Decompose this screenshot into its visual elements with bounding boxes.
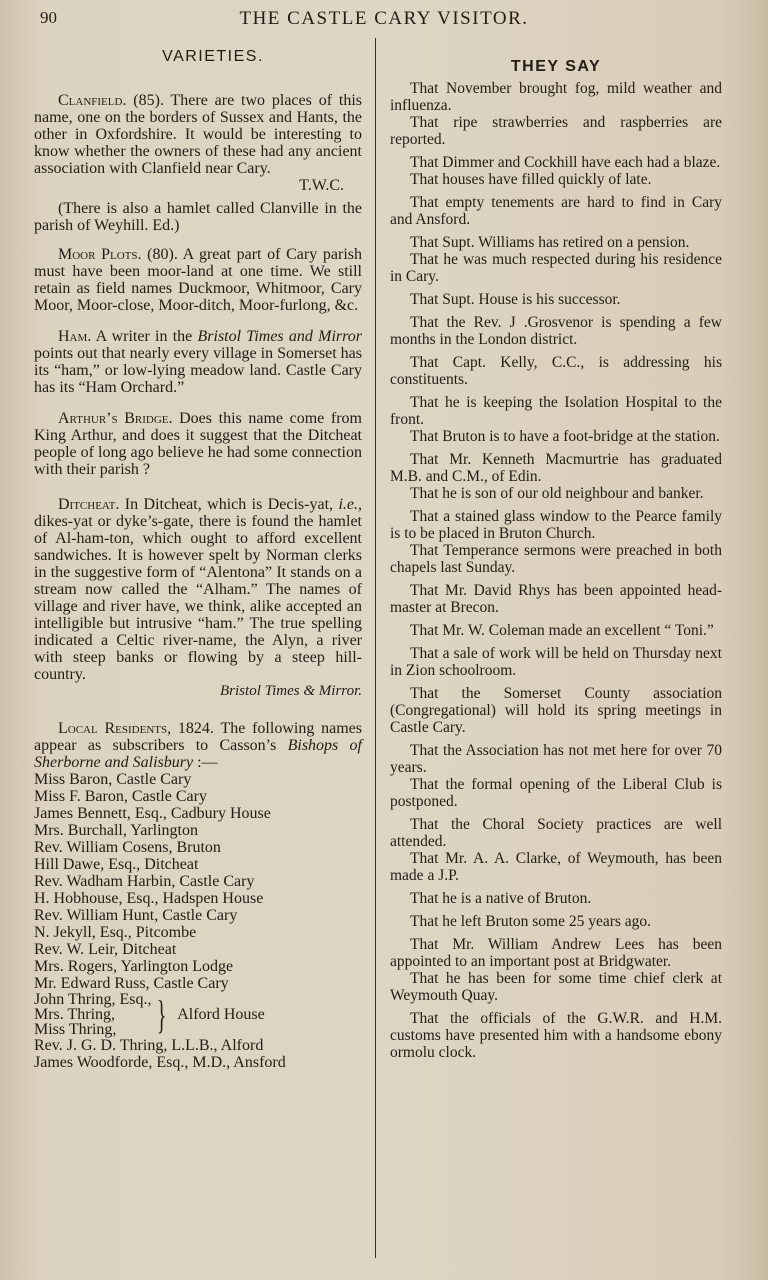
resident-name: Miss Thring, (34, 1021, 117, 1038)
resident-name: James Bennett, Esq., Cadbury House (34, 805, 271, 822)
residents-list-continued (34, 1037, 362, 1071)
they-say-column (390, 58, 722, 1061)
they-say-item: That the Rev. J .Grosvenor is spending a few months in the London district. (390, 314, 722, 348)
resident-name: Miss F. Baron, Castle Cary (34, 788, 207, 805)
ham-text-b: points out that nearly every village in Somerset has its “ham,” or low-lying meadow land. Castle Cary has its “Ham Orchard.” (34, 345, 362, 396)
they-say-item: That Mr. Kenneth Macmurtrie has graduated M.B. and C.M., of Edin. (390, 451, 722, 485)
local-residents-text-b: :— (193, 754, 218, 771)
they-say-list (390, 80, 722, 1061)
local-residents-head: Local Residents, (58, 720, 172, 737)
moor-plots-paragraph (34, 246, 362, 314)
varieties-heading: VARIETIES. (162, 48, 264, 65)
resident-name: Rev. J. G. D. Thring, L.L.B., Alford (34, 1037, 264, 1054)
they-say-item: That he is keeping the Isolation Hospital to the front. (390, 394, 722, 428)
alford-house-label: Alford House (177, 1006, 265, 1023)
they-say-item: That the formal opening of the Liberal Club is postponed. (390, 776, 722, 810)
ditcheat-text-b: dikes-yat or dyke’s-gate, there is found the hamlet of Al-ham-ton, which ought to afford excellent sandwiches. It is however spelt by Norman clerks in the suggestive form of “Alentona” It stands on a stream now called the “Alham.” The names of village and river have, we think, alike accepted an intelligible but intrusive “ham.” The true spelling indicated a Celtic river-name, the Alyn, a river with steep banks or flowing by a steep hill-country. (34, 513, 362, 683)
they-say-item: That the Association has not met here for over 70 years. (390, 742, 722, 776)
they-say-item: That Mr. William Andrew Lees has been appointed to an important post at Bridgwater. (390, 936, 722, 970)
ditcheat-italic: i.e., (338, 496, 362, 513)
thring-family-names (34, 992, 152, 1037)
resident-name: H. Hobhouse, Esq., Hadspen House (34, 890, 264, 907)
arthurs-bridge-text: Does this name come from King Arthur, and does it suggest that the Ditcheat people of long ago believe he had some connection with their parish ? (34, 410, 362, 478)
page-number: 90 (40, 8, 57, 27)
ditcheat-paragraph (34, 496, 362, 683)
ham-head: Ham. (58, 328, 92, 345)
they-say-heading: THEY SAY (510, 58, 602, 75)
ditcheat-head: Ditcheat. (58, 496, 120, 513)
arthurs-bridge-head: Arthur’s Bridge. (58, 410, 173, 427)
local-residents-italic: Bishops of Sherborne and Salisbury (34, 737, 362, 771)
ham-paragraph (34, 328, 362, 396)
clanfield-editor-note: (There is also a hamlet called Clanville in the parish of Weyhill. Ed.) (34, 200, 362, 234)
resident-name: Rev. William Hunt, Castle Cary (34, 907, 238, 924)
resident-name: James Woodforde, Esq., M.D., Ansford (34, 1054, 286, 1071)
resident-name: Mrs. Rogers, Yarlington Lodge (34, 958, 234, 975)
resident-name: Rev. W. Leir, Ditcheat (34, 941, 177, 958)
they-say-item: That Bruton is to have a foot-bridge at the station. (410, 428, 720, 445)
ditcheat-source: Bristol Times & Mirror. (220, 683, 362, 699)
they-say-item: That Supt. House is his successor. (410, 291, 621, 308)
they-say-item: That Temperance sermons were preached in both chapels last Sunday. (390, 542, 722, 576)
they-say-item: That Mr. David Rhys has been appointed head-master at Brecon. (390, 582, 722, 616)
they-say-item: That Mr. A. A. Clarke, of Weymouth, has been made a J.P. (390, 850, 722, 884)
page-header (0, 6, 768, 36)
moor-plots-text: (80). A great part of Cary parish must have been moor-land at one time. We still retain as field names Duckmoor, Whitmoor, Cary Moor, Moor-close, Moor-ditch, Moor-furlong, &c. (34, 246, 362, 314)
they-say-item: That the officials of the G.W.R. and H.M. customs have presented him with a handsome ebony ormolu clock. (390, 1010, 722, 1061)
clanfield-text: (85). There are two places of this name, one on the borders of Sussex and Hants, the other in Oxfordshire. It would be interesting to know whether the owners of these had any ancient association with Clanfield near Cary. (34, 92, 362, 177)
clanfield-paragraph (34, 92, 362, 177)
they-say-item: That a stained glass window to the Pearce family is to be placed in Bruton Church. (390, 508, 722, 542)
they-say-item: That houses have filled quickly of late. (410, 171, 652, 188)
they-say-item: That ripe strawberries and raspberries are reported. (390, 114, 722, 148)
local-residents-text-a: 1824. The following names appear as subscribers to Casson’s (34, 720, 362, 754)
resident-name: Rev. William Cosens, Bruton (34, 839, 221, 856)
they-say-item: That Mr. W. Coleman made an excellent “ Toni.” (410, 622, 714, 639)
varieties-column (34, 48, 362, 1071)
ham-italic: Bristol Times and Mirror (197, 328, 363, 345)
clanfield-signature: T.W.C. (299, 177, 344, 194)
they-say-item: That he is son of our old neighbour and banker. (410, 485, 704, 502)
resident-name: Mrs. Burchall, Yarlington (34, 822, 198, 839)
they-say-item: That November brought fog, mild weather and influenza. (390, 80, 722, 114)
clanfield-head: Clanfield. (58, 92, 127, 109)
resident-name: N. Jekyll, Esq., Pitcombe (34, 924, 197, 941)
running-title: THE CASTLE CARY VISITOR. (239, 8, 529, 29)
they-say-item: That he left Bruton some 25 years ago. (410, 913, 652, 930)
they-say-item: That Supt. Williams has retired on a pension. (410, 234, 690, 251)
resident-name: Mrs. Thring, (34, 1006, 116, 1023)
they-say-item: That he has been for some time chief clerk at Weymouth Quay. (390, 970, 722, 1004)
ditcheat-text-a: In Ditcheat, which is Decis-yat, (119, 496, 339, 513)
they-say-item: That the Somerset County association (Congregational) will hold its spring meetings in Castle Cary. (390, 685, 722, 736)
moor-plots-head: Moor Plots. (58, 246, 142, 263)
brace-bracket: } (156, 991, 167, 1037)
they-say-item: That he was much respected during his residence in Cary. (390, 251, 722, 285)
local-residents-paragraph (34, 720, 362, 771)
they-say-item: That Capt. Kelly, C.C., is addressing his constituents. (390, 354, 722, 388)
they-say-item: That a sale of work will be held on Thursday next in Zion schoolroom. (390, 645, 722, 679)
resident-name: John Thring, Esq., (34, 991, 152, 1008)
resident-name: Miss Baron, Castle Cary (34, 771, 192, 788)
column-divider (375, 38, 376, 1258)
they-say-item: That empty tenements are hard to find in Cary and Ansford. (390, 194, 722, 228)
resident-name: Hill Dawe, Esq., Ditcheat (34, 856, 199, 873)
alford-house-group (34, 992, 362, 1037)
they-say-item: That he is a native of Bruton. (410, 890, 592, 907)
ham-text-a: A writer in the (91, 328, 198, 345)
they-say-item: That the Choral Society practices are well attended. (390, 816, 722, 850)
resident-name: Rev. Wadham Harbin, Castle Cary (34, 873, 255, 890)
they-say-item: That Dimmer and Cockhill have each had a blaze. (410, 154, 721, 171)
resident-name: Mr. Edward Russ, Castle Cary (34, 975, 229, 992)
arthurs-bridge-paragraph (34, 410, 362, 478)
residents-list (34, 771, 362, 992)
